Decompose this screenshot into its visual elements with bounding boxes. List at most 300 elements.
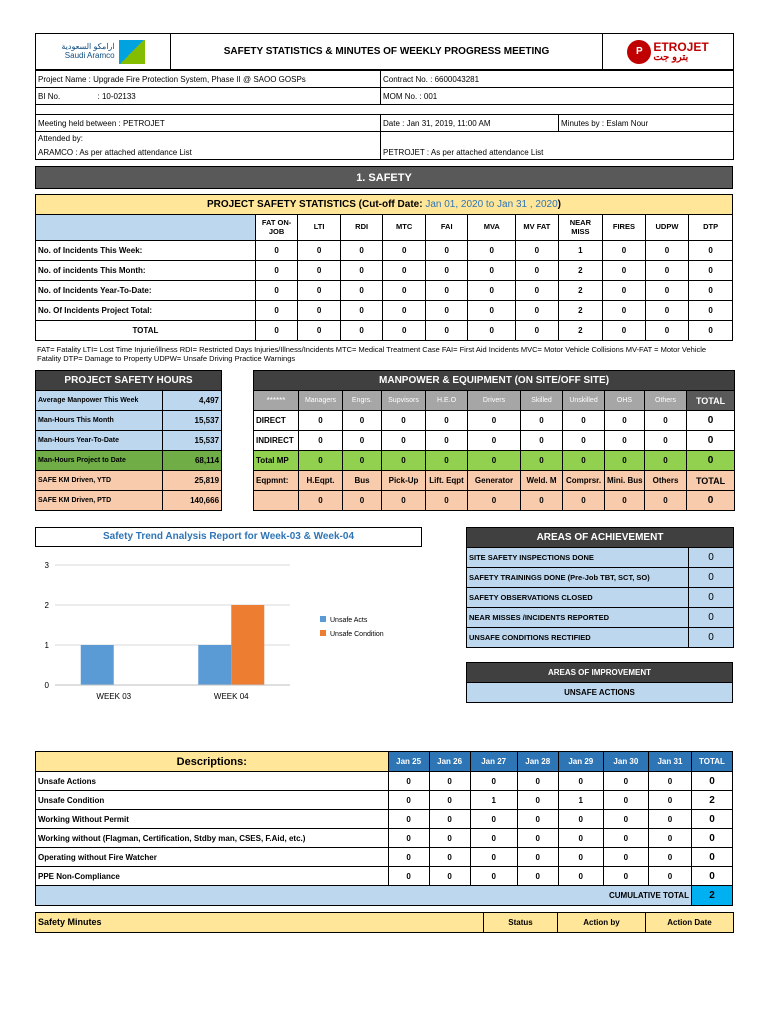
hours-row (36, 411, 222, 431)
stats-value: 0 (383, 281, 426, 301)
hours-row (36, 491, 222, 511)
manpower-value: 0 (426, 431, 468, 451)
hours-value: 140,666 (163, 491, 222, 511)
hours-label: Man-Hours Project to Date (36, 451, 163, 471)
manpower-value: 0 (343, 411, 382, 431)
safety-hours-title: PROJECT SAFETY HOURS (36, 371, 222, 391)
manpower-column-header: Supvisors (382, 391, 426, 411)
stats-value: 0 (516, 261, 559, 281)
manpower-value: 0 (382, 431, 426, 451)
stats-column-header: FAI (425, 215, 468, 241)
safety-legend: FAT= Fatality LTI= Lost Time Injurie/illness RDI= Restricted Days Injuries/Illness/Incidents MTC= Medical Treatment Case FAI= First Aid Incidents MVC= Motor Vehicle Collisions MV-FAT = Motor Vehicle Fatality DTP= Damage to Property UDPW= Unsafe Driving Practice Warnings (37, 345, 707, 363)
stats-value: 0 (468, 321, 516, 341)
cumulative-value: 2 (691, 886, 732, 906)
equipment-column-header: Mini. Bus (605, 471, 645, 491)
stats-value: 0 (298, 321, 341, 341)
manpower-value: 0 (343, 431, 382, 451)
hours-label: SAFE KM Driven, YTD (36, 471, 163, 491)
achievement-label: UNSAFE CONDITIONS RECTIFIED (467, 628, 689, 648)
stats-value: 0 (603, 241, 646, 261)
manpower-row-label: Total MP (254, 451, 299, 471)
description-value: 0 (429, 772, 470, 791)
meeting-held: Meeting held between : PETROJET (36, 115, 381, 132)
manpower-column-header: Managers (299, 391, 343, 411)
day-column-header: Jan 31 (648, 752, 691, 772)
aramco-attendance: ARAMCO : As per attached attendance List (36, 146, 381, 160)
description-value: 0 (517, 829, 558, 848)
equipment-value: 0 (382, 491, 426, 511)
aramco-emblem-icon (119, 40, 145, 64)
spacer-row (36, 105, 734, 115)
equipment-blank (254, 491, 299, 511)
achievement-label: SAFETY TRAININGS DONE (Pre-Job TBT, SCT, SO) (467, 568, 689, 588)
stats-row (36, 241, 733, 261)
stats-value: 0 (298, 241, 341, 261)
aramco-logo (36, 34, 171, 70)
descriptions-table (35, 751, 733, 912)
description-value: 0 (470, 848, 517, 867)
manpower-value: 0 (563, 411, 605, 431)
petrojet-english-text: ETROJET (653, 39, 709, 54)
hours-value: 68,114 (163, 451, 222, 471)
stats-row-label: No. Of Incidents Project Total: (36, 301, 256, 321)
equipment-column-header: Pick-Up (382, 471, 426, 491)
action-by-header: Action by (558, 912, 646, 932)
hours-value: 25,819 (163, 471, 222, 491)
description-value: 0 (691, 810, 732, 829)
x-tick-label: WEEK 04 (213, 692, 249, 701)
stats-value: 0 (468, 301, 516, 321)
stats-value: 0 (603, 281, 646, 301)
description-value: 0 (648, 810, 691, 829)
achievement-label: NEAR MISSES /INCIDENTS REPORTED (467, 608, 689, 628)
equipment-column-header: TOTAL (687, 471, 735, 491)
stats-value: 2 (558, 301, 603, 321)
description-value: 0 (603, 791, 648, 810)
equipment-value: 0 (521, 491, 563, 511)
description-value: 0 (388, 829, 429, 848)
manpower-value: 0 (687, 451, 735, 471)
stats-value: 0 (516, 281, 559, 301)
day-column-header: Jan 25 (388, 752, 429, 772)
stats-value: 0 (468, 281, 516, 301)
description-value: 0 (558, 810, 603, 829)
manpower-column-header: Skilled (521, 391, 563, 411)
equipment-column-header: Weld. M (521, 471, 563, 491)
mom-no: MOM No. : 001 (381, 88, 734, 105)
safety-stats-table (35, 166, 733, 341)
attended-blank (381, 132, 734, 146)
legend-swatch (320, 616, 326, 622)
stats-column-header: DTP (689, 215, 733, 241)
y-tick-label: 3 (44, 561, 49, 570)
legend-label: Unsafe Condition (330, 631, 384, 638)
manpower-value: 0 (605, 451, 645, 471)
description-value: 0 (691, 829, 732, 848)
achievement-label: SAFETY OBSERVATIONS CLOSED (467, 588, 689, 608)
stats-row (36, 301, 733, 321)
stats-column-header: MVA (468, 215, 516, 241)
stats-row (36, 261, 733, 281)
hours-value: 4,497 (163, 391, 222, 411)
description-value: 0 (517, 810, 558, 829)
equipment-label: Eqpmnt: (254, 471, 299, 491)
stats-value: 0 (425, 301, 468, 321)
stats-value: 0 (468, 261, 516, 281)
description-value: 0 (558, 848, 603, 867)
day-column-header: Jan 27 (470, 752, 517, 772)
description-value: 0 (603, 810, 648, 829)
description-value: 0 (558, 772, 603, 791)
bar-unsafe-acts (198, 645, 231, 685)
improvement-title: AREAS OF IMPROVEMENT (467, 663, 733, 683)
equipment-column-header: Comprsr. (563, 471, 605, 491)
day-column-header: Jan 26 (429, 752, 470, 772)
manpower-value: 0 (563, 451, 605, 471)
description-value: 0 (517, 848, 558, 867)
x-tick-label: WEEK 03 (96, 692, 132, 701)
manpower-value: 0 (521, 411, 563, 431)
stats-value: 0 (255, 321, 298, 341)
stats-value: 0 (383, 261, 426, 281)
stats-value: 0 (383, 321, 426, 341)
description-value: 0 (517, 791, 558, 810)
equipment-value: 0 (687, 491, 735, 511)
description-value: 1 (470, 791, 517, 810)
stats-column-header: FAT ON-JOB (255, 215, 298, 241)
manpower-table (253, 370, 735, 511)
manpower-value: 0 (426, 411, 468, 431)
stats-column-header: FIRES (603, 215, 646, 241)
manpower-column-header: TOTAL (687, 391, 735, 411)
achievement-row (467, 628, 734, 648)
manpower-value: 0 (468, 431, 521, 451)
manpower-value: 0 (382, 411, 426, 431)
description-value: 0 (691, 772, 732, 791)
trend-chart (35, 547, 422, 747)
stats-value: 0 (340, 261, 383, 281)
improvement-item: UNSAFE ACTIONS (467, 683, 733, 703)
stats-value: 0 (340, 241, 383, 261)
description-label: PPE Non-Compliance (36, 867, 389, 886)
equipment-value: 0 (563, 491, 605, 511)
stats-value: 2 (558, 321, 603, 341)
stats-column-header: MTC (383, 215, 426, 241)
description-label: Working without (Flagman, Certification, Stdby man, CSES, F.Aid, etc.) (36, 829, 389, 848)
stats-value: 0 (689, 321, 733, 341)
safety-minutes-title: Safety Minutes (36, 912, 484, 932)
stats-row-label: TOTAL (36, 321, 256, 341)
description-value: 0 (517, 867, 558, 886)
description-row (36, 829, 733, 848)
equipment-value: 0 (426, 491, 468, 511)
stats-column-header: LTI (298, 215, 341, 241)
stats-value: 0 (425, 281, 468, 301)
stats-value: 0 (468, 241, 516, 261)
equipment-value: 0 (645, 491, 687, 511)
petrojet-logo (603, 34, 734, 70)
achievement-value: 0 (689, 608, 734, 628)
stats-value: 1 (558, 241, 603, 261)
description-value: 0 (603, 829, 648, 848)
attended-by: Attended by: (36, 132, 381, 146)
description-value: 0 (648, 772, 691, 791)
manpower-value: 0 (343, 451, 382, 471)
stats-row-label: No. of Incidents This Week: (36, 241, 256, 261)
minutes-by: Minutes by : Eslam Nour (559, 115, 734, 132)
achievement-label: SITE SAFETY INSPECTIONS DONE (467, 548, 689, 568)
descriptions-title: Descriptions: (36, 752, 389, 772)
description-row (36, 867, 733, 886)
description-value: 0 (603, 848, 648, 867)
bi-value: : 10-02133 (96, 88, 381, 105)
meeting-date: Date : Jan 31, 2019, 11:00 AM (381, 115, 559, 132)
manpower-row-label: DIRECT (254, 411, 299, 431)
legend-swatch (320, 630, 326, 636)
stats-value: 0 (425, 261, 468, 281)
description-value: 0 (691, 867, 732, 886)
y-tick-label: 0 (44, 681, 49, 690)
equipment-column-header: Bus (343, 471, 382, 491)
achievement-row (467, 568, 734, 588)
improvement-table (466, 662, 733, 703)
manpower-value: 0 (687, 431, 735, 451)
manpower-value: 0 (687, 411, 735, 431)
achievement-row (467, 608, 734, 628)
day-column-header: TOTAL (691, 752, 732, 772)
stats-value: 0 (645, 281, 689, 301)
manpower-value: 0 (645, 451, 687, 471)
aramco-arabic-text: ارامكو السعودية (61, 41, 115, 51)
stats-header-blank (36, 215, 256, 241)
equipment-value: 0 (343, 491, 382, 511)
description-value: 0 (603, 867, 648, 886)
stats-value: 0 (383, 241, 426, 261)
stats-value: 0 (645, 301, 689, 321)
description-label: Unsafe Actions (36, 772, 389, 791)
hours-label: SAFE KM Driven, PTD (36, 491, 163, 511)
hours-value: 15,537 (163, 411, 222, 431)
description-row (36, 772, 733, 791)
equipment-column-header: Generator (468, 471, 521, 491)
achievement-value: 0 (689, 588, 734, 608)
description-value: 0 (517, 772, 558, 791)
stats-value: 0 (298, 301, 341, 321)
day-column-header: Jan 28 (517, 752, 558, 772)
equipment-value: 0 (468, 491, 521, 511)
manpower-value: 0 (299, 411, 343, 431)
stats-column-header: RDI (340, 215, 383, 241)
stats-row (36, 321, 733, 341)
manpower-value: 0 (521, 451, 563, 471)
project-name: Project Name : Upgrade Fire Protection System, Phase II @ SAOO GOSPs (36, 71, 381, 88)
header-table (35, 33, 734, 70)
manpower-value: 0 (521, 431, 563, 451)
stats-value: 0 (603, 301, 646, 321)
hours-row (36, 471, 222, 491)
bar-unsafe-acts (81, 645, 114, 685)
contract-no: Contract No. : 6600043281 (381, 71, 734, 88)
description-value: 0 (470, 867, 517, 886)
stats-value: 2 (558, 261, 603, 281)
manpower-value: 0 (299, 451, 343, 471)
manpower-value: 0 (605, 431, 645, 451)
stats-value: 0 (516, 321, 559, 341)
description-value: 0 (388, 810, 429, 829)
manpower-column-header: Others (645, 391, 687, 411)
stats-value: 0 (298, 281, 341, 301)
equipment-value: 0 (299, 491, 343, 511)
day-column-header: Jan 29 (558, 752, 603, 772)
stats-title-prefix: PROJECT SAFETY STATISTICS (Cut-off Date: (206, 199, 423, 210)
manpower-column-header: Unskilled (563, 391, 605, 411)
equipment-column-header: H.Eqpt. (299, 471, 343, 491)
stats-value: 0 (255, 281, 298, 301)
manpower-row-label: INDIRECT (254, 431, 299, 451)
hours-label: Average Manpower This Week (36, 391, 163, 411)
manpower-value: 0 (382, 451, 426, 471)
description-value: 0 (429, 791, 470, 810)
hours-value: 15,537 (163, 431, 222, 451)
description-value: 0 (691, 848, 732, 867)
stats-value: 0 (645, 261, 689, 281)
description-label: Working Without Permit (36, 810, 389, 829)
manpower-column-header: Engrs. (343, 391, 382, 411)
achievement-row (467, 588, 734, 608)
manpower-row (254, 431, 735, 451)
description-row (36, 810, 733, 829)
description-value: 0 (603, 772, 648, 791)
stats-row-label: No. of Incidents Year-To-Date: (36, 281, 256, 301)
stats-value: 0 (383, 301, 426, 321)
stats-title-suffix: ) (557, 199, 562, 210)
description-value: 0 (429, 867, 470, 886)
description-row (36, 791, 733, 810)
chart-achievement-row (35, 527, 733, 747)
manpower-value: 0 (468, 411, 521, 431)
description-value: 0 (388, 848, 429, 867)
description-value: 0 (429, 810, 470, 829)
manpower-column-header: H.E.O (426, 391, 468, 411)
hours-row (36, 431, 222, 451)
day-column-header: Jan 30 (603, 752, 648, 772)
stats-value: 0 (689, 301, 733, 321)
bi-label: BI No. (36, 88, 96, 105)
safety-hours-table (35, 370, 222, 511)
safety-section-title: 1. SAFETY (36, 167, 733, 189)
stats-title (36, 195, 733, 215)
equipment-column-header: Others (645, 471, 687, 491)
stats-value: 0 (516, 301, 559, 321)
description-value: 0 (648, 848, 691, 867)
description-value: 0 (429, 848, 470, 867)
stats-column-header: MV FAT (516, 215, 559, 241)
hours-row (36, 391, 222, 411)
stats-value: 0 (689, 261, 733, 281)
description-value: 0 (388, 791, 429, 810)
aramco-english-text: Saudi Aramco (64, 50, 115, 60)
meta-table (35, 70, 734, 160)
description-value: 0 (648, 829, 691, 848)
description-label: Unsafe Condition (36, 791, 389, 810)
description-value: 0 (470, 810, 517, 829)
hours-manpower-row (35, 370, 733, 511)
description-value: 0 (648, 867, 691, 886)
stats-value: 0 (255, 261, 298, 281)
description-value: 0 (388, 867, 429, 886)
description-value: 0 (648, 791, 691, 810)
hours-row (36, 451, 222, 471)
action-date-header: Action Date (646, 912, 734, 932)
minutes-table (35, 912, 734, 933)
manpower-row (254, 411, 735, 431)
stats-value: 0 (425, 321, 468, 341)
chart-title: Safety Trend Analysis Report for Week-03 & Week-04 (35, 527, 422, 547)
trend-chart-svg (35, 547, 422, 727)
petrojet-emblem-icon: P (627, 40, 651, 64)
manpower-value: 0 (563, 431, 605, 451)
achievement-value: 0 (689, 568, 734, 588)
stats-value: 0 (603, 321, 646, 341)
stats-column-header: UDPW (645, 215, 689, 241)
description-row (36, 848, 733, 867)
manpower-value: 0 (645, 411, 687, 431)
stats-value: 0 (516, 241, 559, 261)
report-title: SAFETY STATISTICS & MINUTES OF WEEKLY PROGRESS MEETING (171, 34, 603, 70)
stats-value: 2 (558, 281, 603, 301)
description-value: 0 (470, 829, 517, 848)
equipment-value: 0 (605, 491, 645, 511)
status-header: Status (484, 912, 558, 932)
achievement-value: 0 (689, 548, 734, 568)
achievement-table (466, 527, 734, 648)
stats-value: 0 (298, 261, 341, 281)
description-value: 0 (470, 772, 517, 791)
cumulative-label: CUMULATIVE TOTAL (36, 886, 692, 906)
description-value: 0 (429, 829, 470, 848)
petrojet-attendance: PETROJET : As per attached attendance List (381, 146, 734, 160)
legend-label: Unsafe Acts (330, 617, 368, 624)
stats-value: 0 (255, 301, 298, 321)
achievement-row (467, 548, 734, 568)
manpower-value: 0 (468, 451, 521, 471)
stats-title-range: Jan 01, 2020 to Jan 31 , 2020 (425, 199, 558, 210)
stats-column-header: NEAR MISS (558, 215, 603, 241)
hours-label: Man-Hours This Month (36, 411, 163, 431)
description-label: Operating without Fire Watcher (36, 848, 389, 867)
stats-value: 0 (340, 321, 383, 341)
manpower-value: 0 (299, 431, 343, 451)
stats-row (36, 281, 733, 301)
bar-unsafe-condition (231, 605, 264, 685)
achievement-value: 0 (689, 628, 734, 648)
description-value: 0 (558, 867, 603, 886)
manpower-column-header: OHS (605, 391, 645, 411)
hours-label: Man-Hours Year-To-Date (36, 431, 163, 451)
description-value: 2 (691, 791, 732, 810)
achievement-title: AREAS OF ACHIEVEMENT (467, 528, 734, 548)
report-sheet (35, 33, 733, 933)
stats-value: 0 (340, 281, 383, 301)
stats-value: 0 (425, 241, 468, 261)
manpower-title: MANPOWER & EQUIPMENT (ON SITE/OFF SITE) (254, 371, 735, 391)
description-value: 0 (558, 829, 603, 848)
stats-value: 0 (340, 301, 383, 321)
stats-value: 0 (645, 321, 689, 341)
y-tick-label: 1 (44, 641, 49, 650)
description-value: 0 (388, 772, 429, 791)
description-value: 1 (558, 791, 603, 810)
